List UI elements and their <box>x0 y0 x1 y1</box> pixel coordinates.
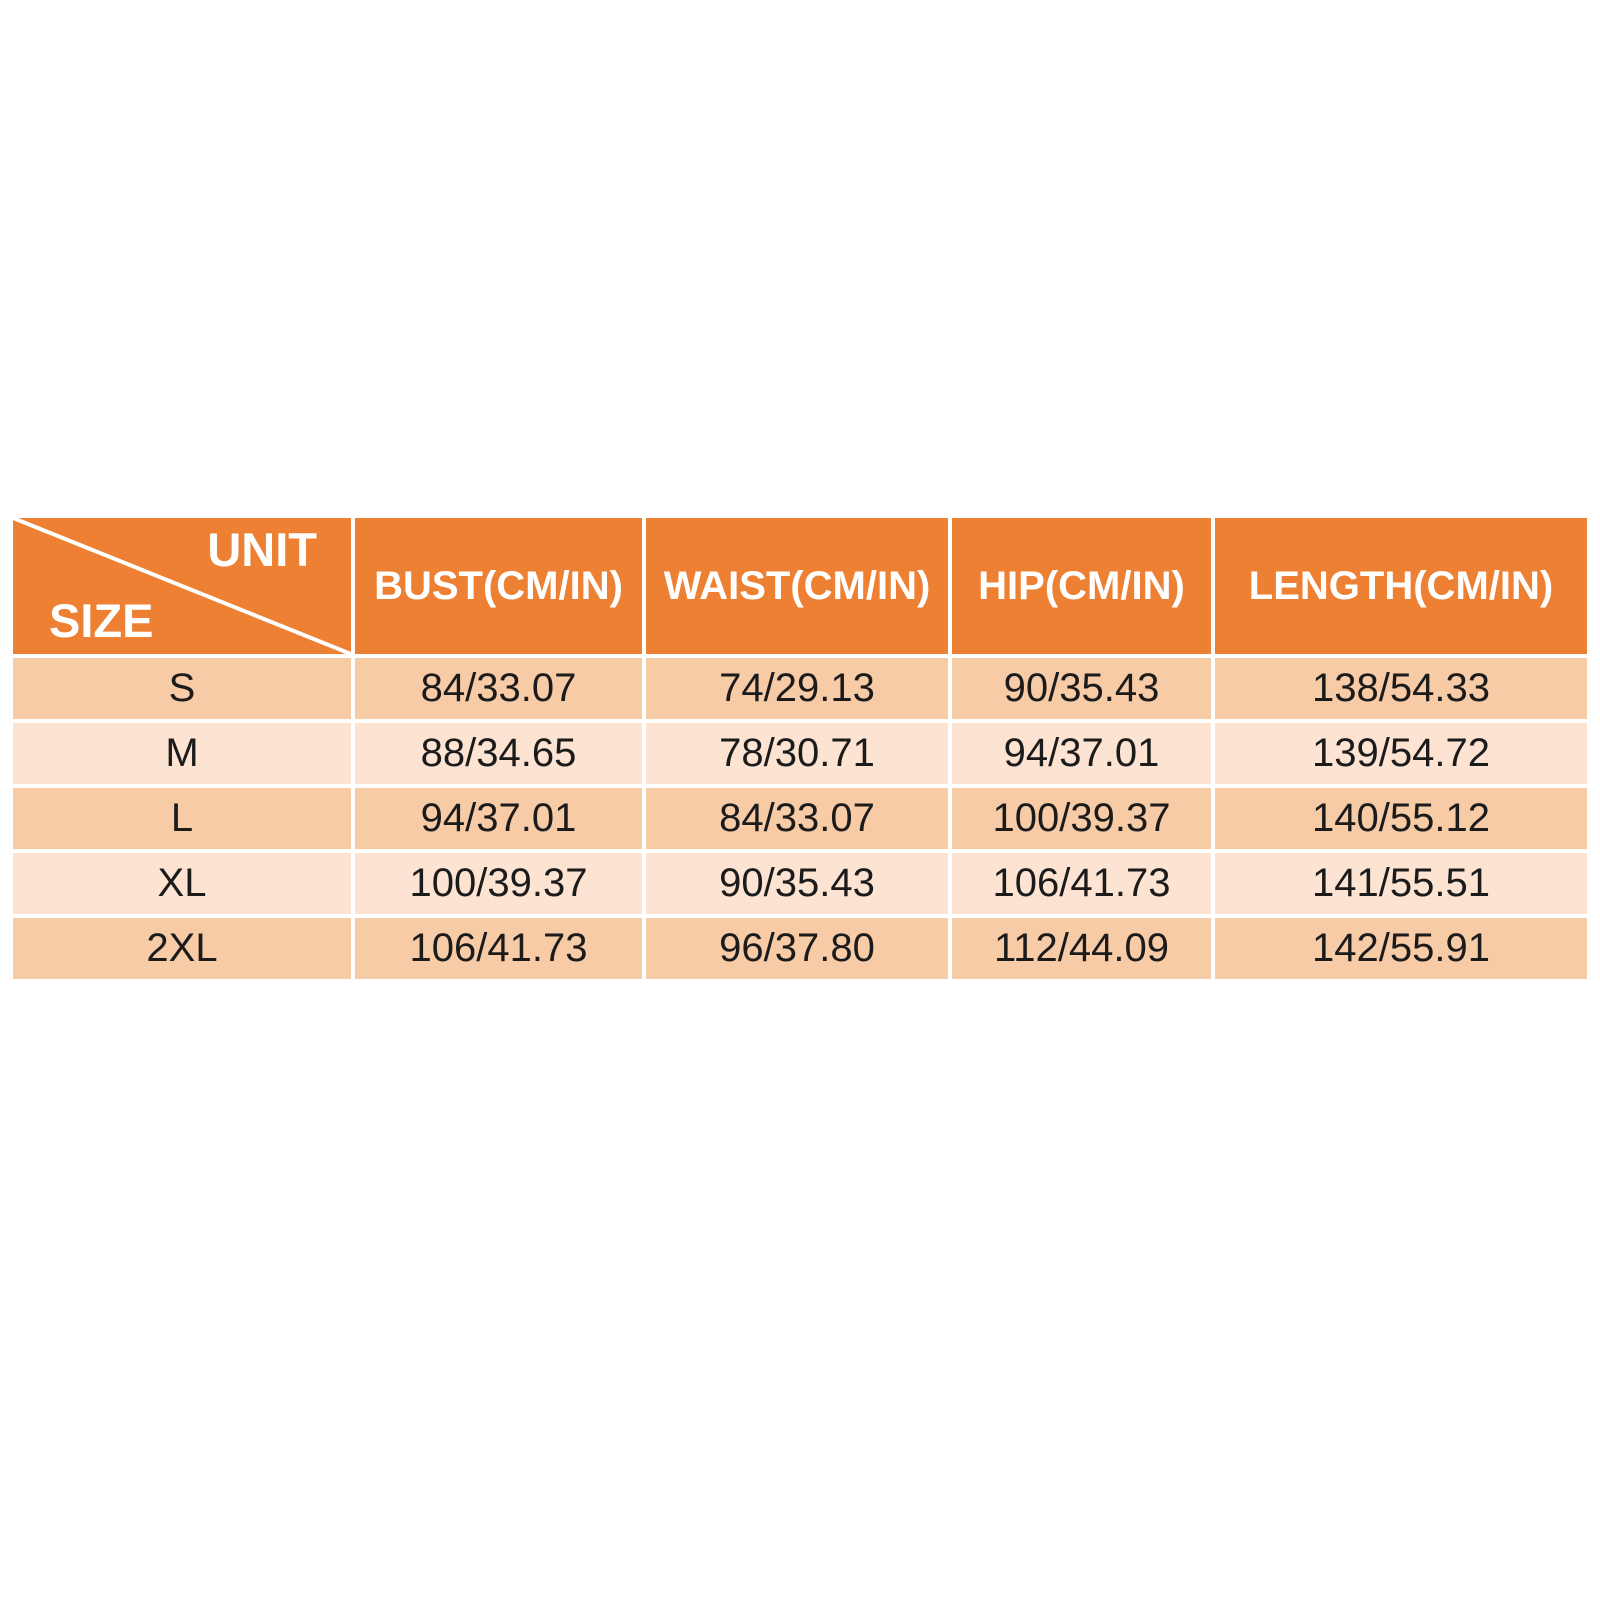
value-cell: 84/33.07 <box>646 788 948 849</box>
value-cell: 96/37.80 <box>646 918 948 979</box>
size-cell-s: S <box>13 658 351 719</box>
size-label: SIZE <box>49 594 154 647</box>
value-cell: 74/29.13 <box>646 658 948 719</box>
value-cell: 78/30.71 <box>646 723 948 784</box>
value-cell: 100/39.37 <box>952 788 1211 849</box>
value-cell: 140/55.12 <box>1215 788 1587 849</box>
value-cell: 141/55.51 <box>1215 853 1587 914</box>
size-cell-m: M <box>13 723 351 784</box>
value-cell: 142/55.91 <box>1215 918 1587 979</box>
value-cell: 88/34.65 <box>355 723 642 784</box>
value-cell: 94/37.01 <box>952 723 1211 784</box>
header-cell-bust: BUST(CM/IN) <box>355 518 642 654</box>
value-cell: 138/54.33 <box>1215 658 1587 719</box>
value-cell: 84/33.07 <box>355 658 642 719</box>
size-cell-xl: XL <box>13 853 351 914</box>
size-chart-table <box>13 518 1587 979</box>
header-cell-waist: WAIST(CM/IN) <box>646 518 948 654</box>
value-cell: 94/37.01 <box>355 788 642 849</box>
value-cell: 106/41.73 <box>952 853 1211 914</box>
value-cell: 112/44.09 <box>952 918 1211 979</box>
header-cell-hip: HIP(CM/IN) <box>952 518 1211 654</box>
value-cell: 139/54.72 <box>1215 723 1587 784</box>
size-cell-2xl: 2XL <box>13 918 351 979</box>
value-cell: 106/41.73 <box>355 918 642 979</box>
corner-header-cell <box>13 518 351 654</box>
value-cell: 100/39.37 <box>355 853 642 914</box>
value-cell: 90/35.43 <box>952 658 1211 719</box>
value-cell: 90/35.43 <box>646 853 948 914</box>
header-cell-length: LENGTH(CM/IN) <box>1215 518 1587 654</box>
unit-label: UNIT <box>207 523 317 576</box>
size-cell-l: L <box>13 788 351 849</box>
